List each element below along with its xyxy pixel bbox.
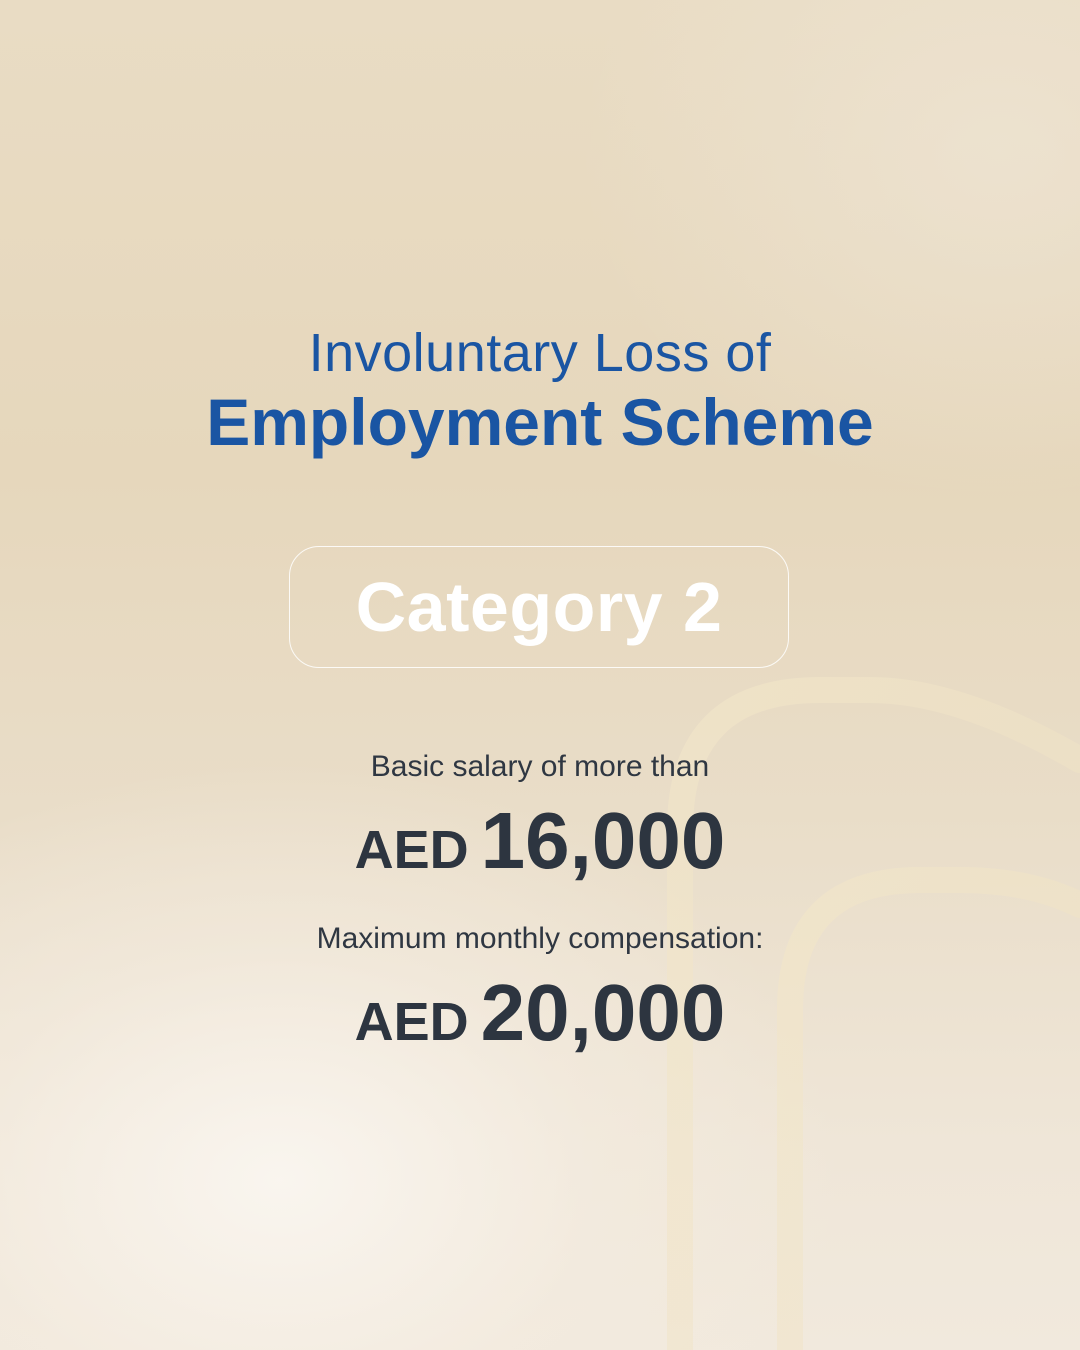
title-line-2: Employment Scheme (206, 385, 874, 459)
compensation-label: Maximum monthly compensation: (316, 922, 764, 955)
salary-currency: AED (354, 820, 469, 880)
compensation-value: 20,000 (480, 968, 726, 1057)
compensation-amount (0, 967, 1080, 1059)
compensation-currency: AED (354, 992, 469, 1052)
title-line-1: Involuntary Loss of (308, 323, 772, 383)
salary-value: 16,000 (480, 796, 726, 885)
category-label: Category 2 (355, 568, 723, 646)
category-badge (289, 546, 789, 668)
salary-label: Basic salary of more than (370, 750, 710, 783)
salary-amount (0, 795, 1080, 887)
